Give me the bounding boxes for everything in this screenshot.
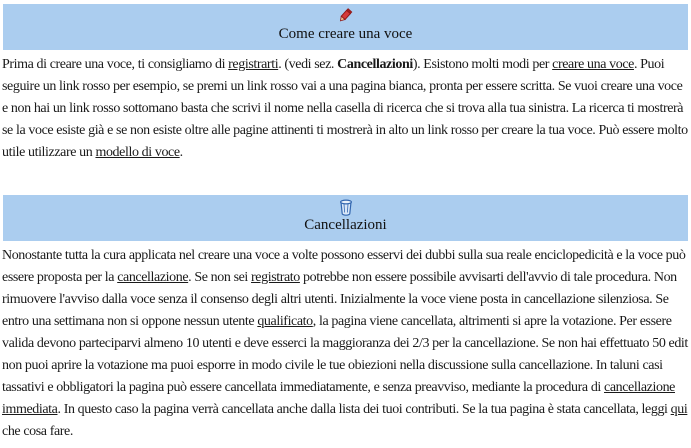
- inline-link[interactable]: modello di voce: [95, 145, 180, 160]
- section-title: Cancellazioni: [304, 217, 387, 233]
- paragraph-text: . Puoi seguire un link rosso per esempio, se premi un link rosso vai a una pagina bianca, pronta per essere scritta. Se vuoi creare una voce e non hai un link rosso sottomano basta che scrivi il nome nella casella di ricerca che si trova alla tua sinistra. La ricerca ti mostrerà se la voce esiste già e se non esiste oltre alle pagine attinenti ti mostrerà in alto un link rosso per creare la tua voce. Può essere molto utile utilizzare un: [2, 57, 688, 160]
- paragraph-text: Prima di creare una voce, ti consigliamo di: [2, 57, 229, 72]
- trash-icon: [3, 198, 688, 215]
- paragraph-text: potrebbe non essere possibile avvisarti dell'avvio di tale procedura. Non rimuovere l'avviso dalla voce senza il consenso degli altri utenti. Inizialmente la voce viene posta in cancellazione silenziosa. Se entro una settimana non si oppone nessun utente: [2, 270, 677, 329]
- paragraph-text: .: [179, 145, 183, 160]
- inline-link[interactable]: creare una voce: [552, 57, 634, 72]
- bold-text: Cancellazioni: [337, 57, 413, 72]
- section-cancellazioni: [0, 195, 691, 443]
- section-paragraph: [2, 54, 689, 164]
- inline-link[interactable]: cancellazione: [117, 270, 189, 285]
- section-title: Come creare una voce: [278, 26, 413, 42]
- paragraph-text: . In questo caso la pagina verrà cancellata anche dalla lista dei tuoi contributi. Se la tua pagina è stata cancellata, leggi: [57, 402, 671, 417]
- section-header: [3, 4, 688, 50]
- paragraph-text: . Se non sei: [188, 270, 252, 285]
- inline-link[interactable]: cancellazione immediata: [2, 380, 675, 417]
- paragraph-text: Nonostante tutta la cura applicata nel creare una voce a volte possono esservi dei dubbi sulla sua reale enciclopedicità e la voce può essere proposta per la: [2, 248, 686, 285]
- inline-link[interactable]: registrarti: [228, 57, 279, 72]
- section-come-creare-una-voce: [0, 4, 691, 164]
- paragraph-text: . (vedi sez.: [278, 57, 338, 72]
- section-paragraph: [2, 245, 689, 443]
- inline-link[interactable]: registrato: [251, 270, 300, 285]
- section-header: [3, 195, 688, 241]
- inline-link[interactable]: qualificato: [257, 314, 313, 329]
- paragraph-text: , la pagina viene cancellata, altrimenti si apre la votazione. Per essere valida devono parteciparvi almeno 10 utenti e deve esserci la maggioranza dei 2/3 per la cancellazione. Se non hai effettuato 50 edit non puoi aprire la votazione ma puoi esporre in modo civile le tue obiezioni nella discussione sulla cancellazione. In taluni casi tassativi e obbligatori la pagina può essere cancellata immediatamente, e senza preavviso, mediante la procedura di: [2, 314, 688, 395]
- paragraph-text: ). Esistono molti modi per: [412, 57, 553, 72]
- pencil-icon: [3, 7, 688, 24]
- paragraph-text: che cosa fare.: [2, 424, 73, 439]
- inline-link[interactable]: qui: [670, 402, 688, 417]
